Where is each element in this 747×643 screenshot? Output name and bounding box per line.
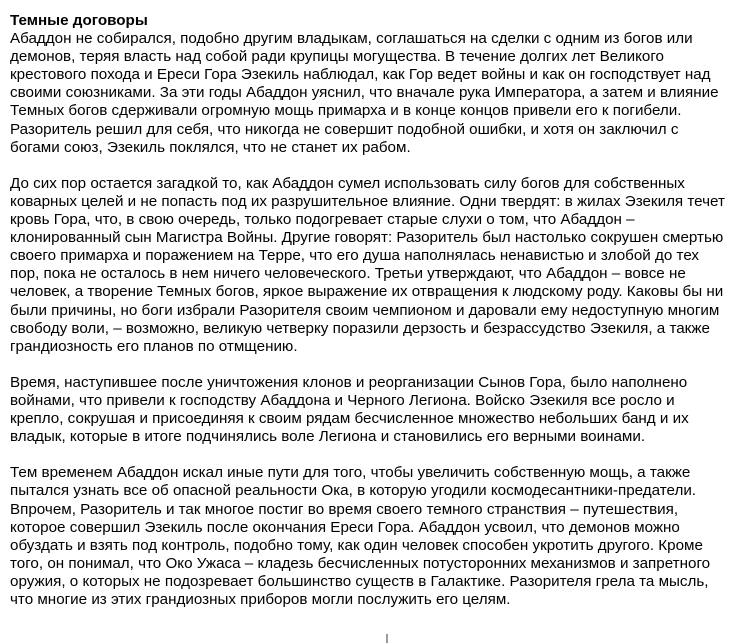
text-line: грандиозность его планов по отмщению.	[10, 337, 298, 355]
text-line: были причины, но боги избрали Разорителя своим чемпионом и даровали ему недоступную многим	[10, 301, 720, 319]
text-line: Разоритель решил для себя, что никогда не совершит подобной ошибки, и хотя он заключил с	[10, 120, 679, 138]
text-line: Тем временем Абаддон искал иные пути для того, чтобы увеличить собственную мощь, а также	[10, 464, 691, 482]
paragraphs-container	[10, 30, 747, 609]
text-line: Темных богов сдерживали огромную мощь примарха и в конце концов привели его к погибели.	[10, 102, 682, 120]
text-line: своего примарха и поражением на Терре, что его душа наполнялась ненавистью и злобой до тех	[10, 247, 700, 265]
text-line: свободу воли, – возможно, великую четверку поразили дерзость и безрассудство Эзекиля, а также	[10, 319, 710, 337]
text-line: владык, которые в итоге подчинялись воле Легиона и становились его верными воинами.	[10, 428, 646, 446]
text-line: своими союзниками. За эти годы Абаддон уяснил, что вначале рука Императора, а затем и влияние	[10, 84, 719, 102]
text-line: войнами, что привели к господству Абаддона и Черного Легиона. Войско Эзекиля все росло и	[10, 391, 675, 409]
text-line: оружия, о которых не подозревает большинство существ в Галактике. Разорителя грела та мысль,	[10, 572, 709, 590]
text-line: которое совершил Эзекиль после окончания Ереси Гора. Абаддон усвоил, что демонов можно	[10, 518, 680, 536]
text-line: Впрочем, Разоритель и так многое постиг во время своего темного странствия – путешествия,	[10, 500, 679, 518]
section-title: Темные договоры	[10, 12, 148, 29]
text-line: крестового похода и Ереси Гора Эзекиль наблюдал, как Гор ведет войны и как он господствует над	[10, 66, 711, 84]
text-line: клонированный сын Магистра Войны. Другие говорят: Разоритель был настолько сокрушен смертью	[10, 229, 724, 247]
text-line: пор, пока не осталось в нем ничего человеческого. Третьи утверждают, что Абаддон – вовсе не	[10, 265, 686, 283]
text-line: Время, наступившее после уничтожения клонов и реорганизации Сынов Гора, было наполнено	[10, 373, 688, 391]
text-line: того, он понимал, что Око Ужаса – кладезь бесчисленных потусторонних механизмов и запретного	[10, 554, 711, 572]
text-line: До сих пор остается загадкой то, как Абаддон сумел использовать силу богов для собственных	[10, 174, 685, 192]
paragraph	[10, 175, 747, 356]
text-line: крепло, сокрушая и присоединяя к своим рядам бесчисленное множество небольших банд и их	[10, 410, 689, 428]
paragraph	[10, 374, 747, 446]
text-line: пытался узнать все об опасной реальности Ока, в которую угодили космодесантники-предатели.	[10, 482, 697, 500]
page-mark	[386, 634, 388, 643]
document-page	[10, 12, 747, 627]
paragraph	[10, 464, 747, 609]
text-line: обуздать и взять под контроль, подобно тому, как один человек способен укротить другого. Кроме	[10, 536, 703, 554]
text-line: кровь Гора, что, в свою очередь, только подогревает старые слухи о том, что Абаддон –	[10, 211, 635, 229]
text-line: демонов, теряя власть над собой ради крупицы могущества. В течение долгих лет Великого	[10, 48, 664, 66]
text-line: коварных целей и не попасть под их разрушительное влияние. Одни твердят: в жилах Эзекиля течет	[10, 192, 725, 210]
paragraph	[10, 30, 747, 157]
text-line: человек, а творение Темных богов, яркое выражение их отвращения к людскому роду. Каковы бы ни	[10, 283, 724, 301]
text-line: Абаддон не собирался, подобно другим владыкам, соглашаться на сделки с одним из богов или	[10, 30, 693, 48]
text-line: что многие из этих грандиозных приборов могли послужить его целям.	[10, 591, 511, 608]
text-line: богами союз, Эзекиль поклялся, что не станет их рабом.	[10, 138, 411, 156]
